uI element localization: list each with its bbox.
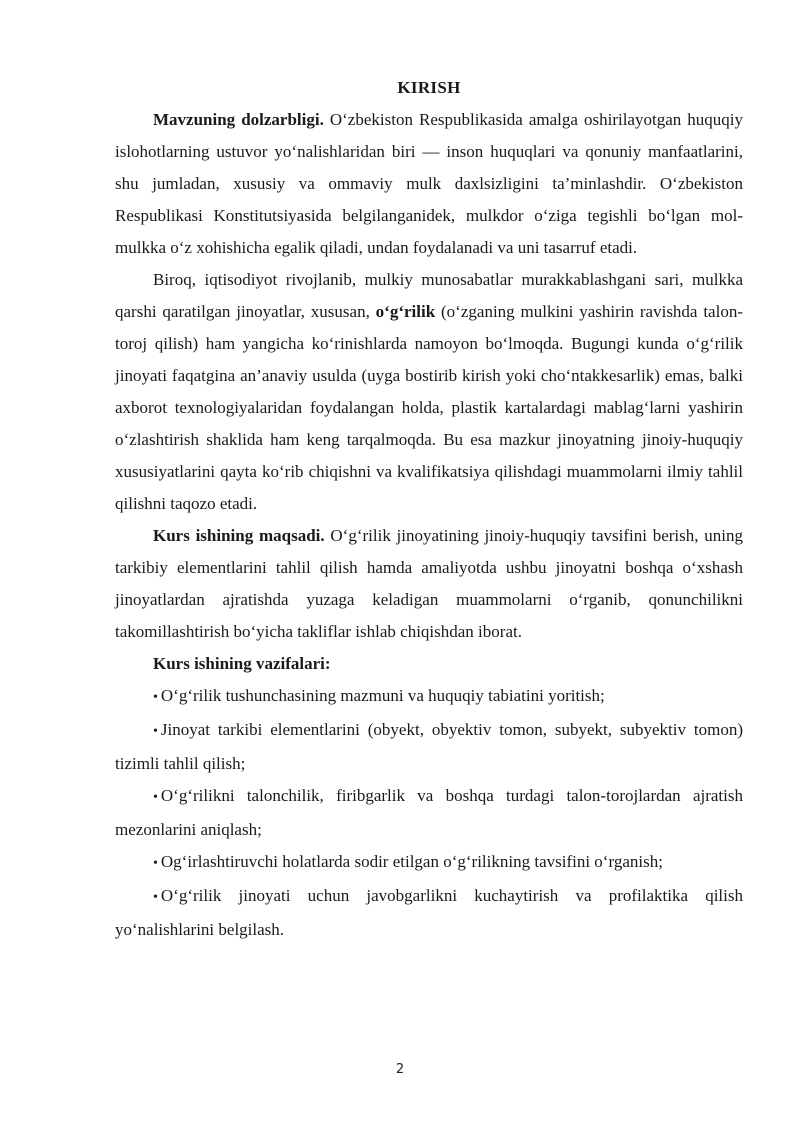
task-text: Jinoyat tarkibi elementlarini (obyekt, obyektiv tomon, subyekt, subyektiv tomon) tizimli tahlil qilish;: [115, 720, 743, 773]
document-page: [115, 72, 743, 946]
tasks-heading: [115, 648, 743, 680]
paragraph-relevance: [115, 104, 743, 264]
relevance-lead: Mavzuning dolzarbligi.: [153, 110, 324, 129]
section-title: KIRISH: [397, 78, 461, 97]
context-text-after: (o‘zganing mulkini yashirin ravishda talon-toroj qilish) ham yangicha ko‘rinishlarda namoyon bo‘lmoqda. Bugungi kunda o‘g‘rilik jinoyati faqatgina an’anaviy usulda (uyga bostirib kirish yoki cho‘ntakkesarlik) emas, balki axborot texnologiyalaridan foydalangan holda, plastik kartalardagi mablag‘larni yashirin o‘zlashtirish shaklida ham keng tarqalmoqda. Bu esa mazkur jinoyatning jinoiy-huquqiy xususiyatlarini qayta ko‘rib chiqishni va kvalifikatsiya qilishdagi muammolarni ilmiy tahlil qilishni taqozo etadi.: [115, 302, 743, 513]
paragraph-context: [115, 264, 743, 520]
context-bold-term: o‘g‘rilik: [375, 302, 436, 321]
goal-lead: Kurs ishining maqsadi.: [153, 526, 325, 545]
relevance-text: O‘zbekiston Respublikasida amalga oshirilayotgan huquqiy islohotlarning ustuvor yo‘nalishlaridan biri — inson huquqlari va qonuniy manfaatlarini, shu jumladan, xususiy va ommaviy mulk daxlsizligini ta’minlashdir. O‘zbekiston Respublikasi Konstitutsiyasida belgilanganidek, mulkdor o‘ziga tegishli bo‘lgan mol-mulkka o‘z xohishicha egalik qiladi, undan foydalanadi va uni tasarruf etadi.: [115, 110, 743, 257]
task-text: Og‘irlashtiruvchi holatlarda sodir etilgan o‘g‘rilikning tavsifini o‘rganish;: [160, 852, 663, 871]
task-item: [115, 680, 743, 714]
bullet-icon: •: [153, 856, 158, 871]
bullet-icon: •: [153, 790, 158, 805]
context-text-before: Biroq, iqtisodiyot rivojlanib, mulkiy munosabatlar murakkablashgani sari, mulkka qarshi qaratilgan jinoyatlar, xususan,: [115, 270, 743, 321]
goal-text: O‘g‘rilik jinoyatining jinoiy-huquqiy tavsifini berish, uning tarkibiy elementlarini tahlil qilish hamda amaliyotda ushbu jinoyatni boshqa o‘xshash jinoyatlardan ajratishda yuzaga keladigan muammolarni o‘rganib, qonunchilikni takomillashtirish bo‘yicha takliflar ishlab chiqishdan iborat.: [115, 526, 743, 641]
paragraph-goal: [115, 520, 743, 648]
task-text: O‘g‘rilikni talonchilik, firibgarlik va boshqa turdagi talon-torojlardan ajratish mezonlarini aniqlash;: [115, 786, 743, 839]
tasks-heading-text: Kurs ishining vazifalari:: [153, 654, 331, 673]
task-item: [115, 714, 743, 780]
task-text: O‘g‘rilik tushunchasining mazmuni va huquqiy tabiatini yoritish;: [160, 686, 605, 705]
bullet-icon: •: [153, 890, 158, 905]
task-item: [115, 846, 743, 880]
bullet-icon: •: [153, 690, 158, 705]
bullet-icon: •: [153, 724, 158, 739]
page-number: 2: [395, 1062, 405, 1077]
task-item: [115, 780, 743, 846]
task-text: O‘g‘rilik jinoyati uchun javobgarlikni kuchaytirish va profilaktika qilish yo‘nalishlarini belgilash.: [115, 886, 743, 939]
task-item: [115, 880, 743, 946]
